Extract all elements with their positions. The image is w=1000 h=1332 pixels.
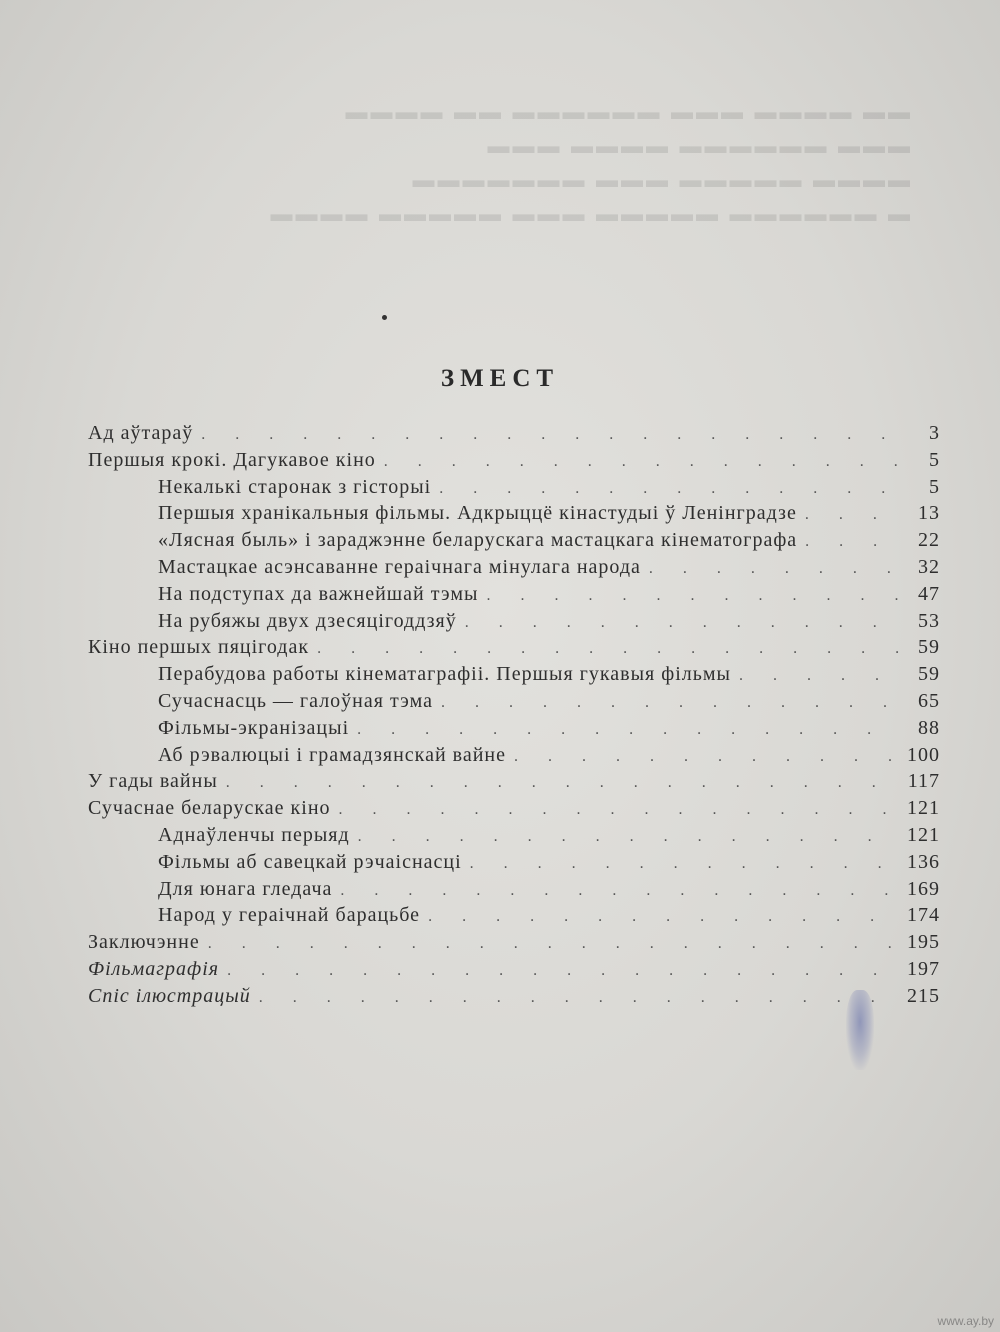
toc-entry bbox=[88, 476, 940, 503]
toc-entry-title: Для юнага гледача bbox=[158, 877, 333, 900]
contents-title: ЗМЕСТ bbox=[440, 364, 560, 392]
dot-leader bbox=[340, 882, 899, 900]
toc-entry-title: «Лясная быль» і зараджэнне беларускага мастацкага кінематографа bbox=[158, 529, 798, 552]
table-of-contents bbox=[88, 422, 940, 1012]
toc-entry bbox=[88, 449, 940, 476]
toc-entry-page: 47 bbox=[918, 582, 940, 605]
dot-leader bbox=[805, 506, 902, 524]
toc-entry-page: 59 bbox=[918, 663, 940, 686]
toc-entry bbox=[88, 529, 940, 556]
toc-entry bbox=[88, 556, 940, 583]
toc-entry-page: 121 bbox=[907, 823, 940, 846]
toc-entry-page: 117 bbox=[907, 770, 940, 793]
toc-entry-page: 32 bbox=[918, 555, 940, 578]
toc-entry-page: 13 bbox=[918, 502, 940, 525]
dot-leader bbox=[227, 962, 899, 980]
toc-entry bbox=[88, 502, 940, 529]
toc-entry-title: Перабудова работы кінематаграфіі. Першыя гукавыя фільмы bbox=[158, 663, 731, 686]
toc-entry bbox=[88, 583, 940, 610]
toc-entry-page: 65 bbox=[918, 689, 940, 712]
dot-leader bbox=[357, 721, 902, 739]
dot-leader bbox=[739, 667, 902, 685]
dot-leader bbox=[226, 774, 900, 792]
toc-entry-page: 5 bbox=[929, 475, 940, 498]
dot-leader bbox=[649, 560, 902, 578]
dot-leader bbox=[470, 855, 899, 873]
toc-entry-title: Спіс ілюстрацый bbox=[88, 984, 251, 1007]
toc-entry bbox=[88, 797, 940, 824]
ink-stain bbox=[846, 990, 874, 1070]
toc-entry bbox=[88, 744, 940, 771]
toc-entry-page: 3 bbox=[929, 422, 940, 444]
toc-entry-title: На подступах да важнейшай тэмы bbox=[158, 582, 479, 605]
toc-entry-page: 53 bbox=[918, 609, 940, 632]
dot-leader bbox=[317, 640, 902, 658]
toc-entry-title: Першыя крокі. Дагукавое кіно bbox=[88, 448, 376, 471]
toc-entry bbox=[88, 904, 940, 931]
toc-entry-page: 197 bbox=[907, 957, 940, 980]
toc-entry-page: 136 bbox=[907, 850, 940, 873]
toc-entry bbox=[88, 610, 940, 637]
dot-leader bbox=[465, 614, 902, 632]
toc-entry-page: 5 bbox=[929, 448, 940, 471]
dot-leader bbox=[514, 748, 899, 766]
toc-entry-title: Сучаснае беларускае кіно bbox=[88, 797, 331, 820]
toc-entry bbox=[88, 636, 940, 663]
toc-entry bbox=[88, 985, 940, 1012]
watermark: www.ay.by bbox=[937, 1314, 994, 1328]
toc-entry-title: Заключэнне bbox=[88, 931, 200, 954]
toc-entry-title: Сучаснасць — галоўная тэма bbox=[158, 689, 433, 712]
toc-entry-title: Некалькі старонак з гісторыі bbox=[158, 475, 432, 498]
dot-leader bbox=[208, 935, 899, 953]
toc-entry-page: 169 bbox=[907, 877, 940, 900]
toc-entry-page: 121 bbox=[907, 797, 940, 820]
toc-entry-title: Аб рэвалюцыі і грамадзянскай вайне bbox=[158, 743, 507, 766]
toc-entry bbox=[88, 958, 940, 985]
toc-entry bbox=[88, 770, 940, 797]
dot-leader bbox=[439, 480, 902, 498]
dot-leader bbox=[428, 908, 899, 926]
toc-entry bbox=[88, 931, 940, 958]
toc-entry-title: Фільмаграфія bbox=[88, 957, 220, 980]
toc-entry-title: На рубяжы двух дзесяцігоддзяў bbox=[158, 609, 457, 632]
toc-entry bbox=[88, 851, 940, 878]
toc-entry bbox=[88, 878, 940, 905]
toc-entry bbox=[88, 690, 940, 717]
toc-entry-title: Мастацкае асэнсаванне гераічнага мінулага народа bbox=[158, 555, 641, 578]
toc-entry bbox=[88, 663, 940, 690]
dot-leader bbox=[805, 533, 902, 551]
toc-entry-page: 215 bbox=[907, 984, 940, 1007]
toc-entry-page: 88 bbox=[918, 716, 940, 739]
toc-entry-title: Народ у гераічнай барацьбе bbox=[158, 904, 421, 927]
toc-entry bbox=[88, 717, 940, 744]
dot-leader bbox=[487, 587, 903, 605]
print-speck bbox=[382, 315, 387, 320]
toc-entry-title: Фільмы аб савецкай рэчаіснасці bbox=[158, 850, 462, 873]
toc-entry-page: 22 bbox=[918, 529, 940, 552]
toc-entry-title: Аднаўленчы перыяд bbox=[158, 823, 350, 846]
toc-entry bbox=[88, 422, 940, 449]
dot-leader bbox=[384, 453, 902, 471]
toc-entry-page: 195 bbox=[907, 931, 940, 954]
toc-entry-page: 174 bbox=[907, 904, 940, 927]
toc-entry-page: 100 bbox=[907, 743, 940, 766]
toc-entry bbox=[88, 824, 940, 851]
toc-entry-title: У гады вайны bbox=[88, 770, 218, 793]
dot-leader bbox=[259, 989, 899, 1007]
toc-entry-title: Фільмы-экранізацыі bbox=[158, 716, 350, 739]
dot-leader bbox=[339, 801, 899, 819]
toc-entry-page: 59 bbox=[918, 636, 940, 659]
bleed-through-text: ▬▬ ▬▬▬▬ ▬▬▬ ▬▬▬▬▬▬ ▬▬ ▬▬▬▬ ▬▬▬ ▬▬▬▬▬▬ ▬▬▬▬ ▬▬▬ ▬▬▬▬ ▬▬▬▬▬ ▬▬▬ ▬▬▬▬▬▬▬ ▬ ▬▬▬▬▬▬ ▬▬▬▬▬ ▬▬▬ ▬▬▬▬▬ ▬▬▬▬ bbox=[267, 99, 910, 226]
toc-entry-title: Кіно першых пяцігодак bbox=[88, 636, 310, 659]
dot-leader bbox=[358, 828, 899, 846]
toc-entry-title: Першыя хранікальныя фільмы. Адкрыццё кінастудыі ў Ленінградзе bbox=[158, 502, 797, 525]
toc-entry-title: Ад аўтараў bbox=[88, 422, 194, 444]
dot-leader bbox=[201, 426, 902, 444]
dot-leader bbox=[441, 694, 902, 712]
